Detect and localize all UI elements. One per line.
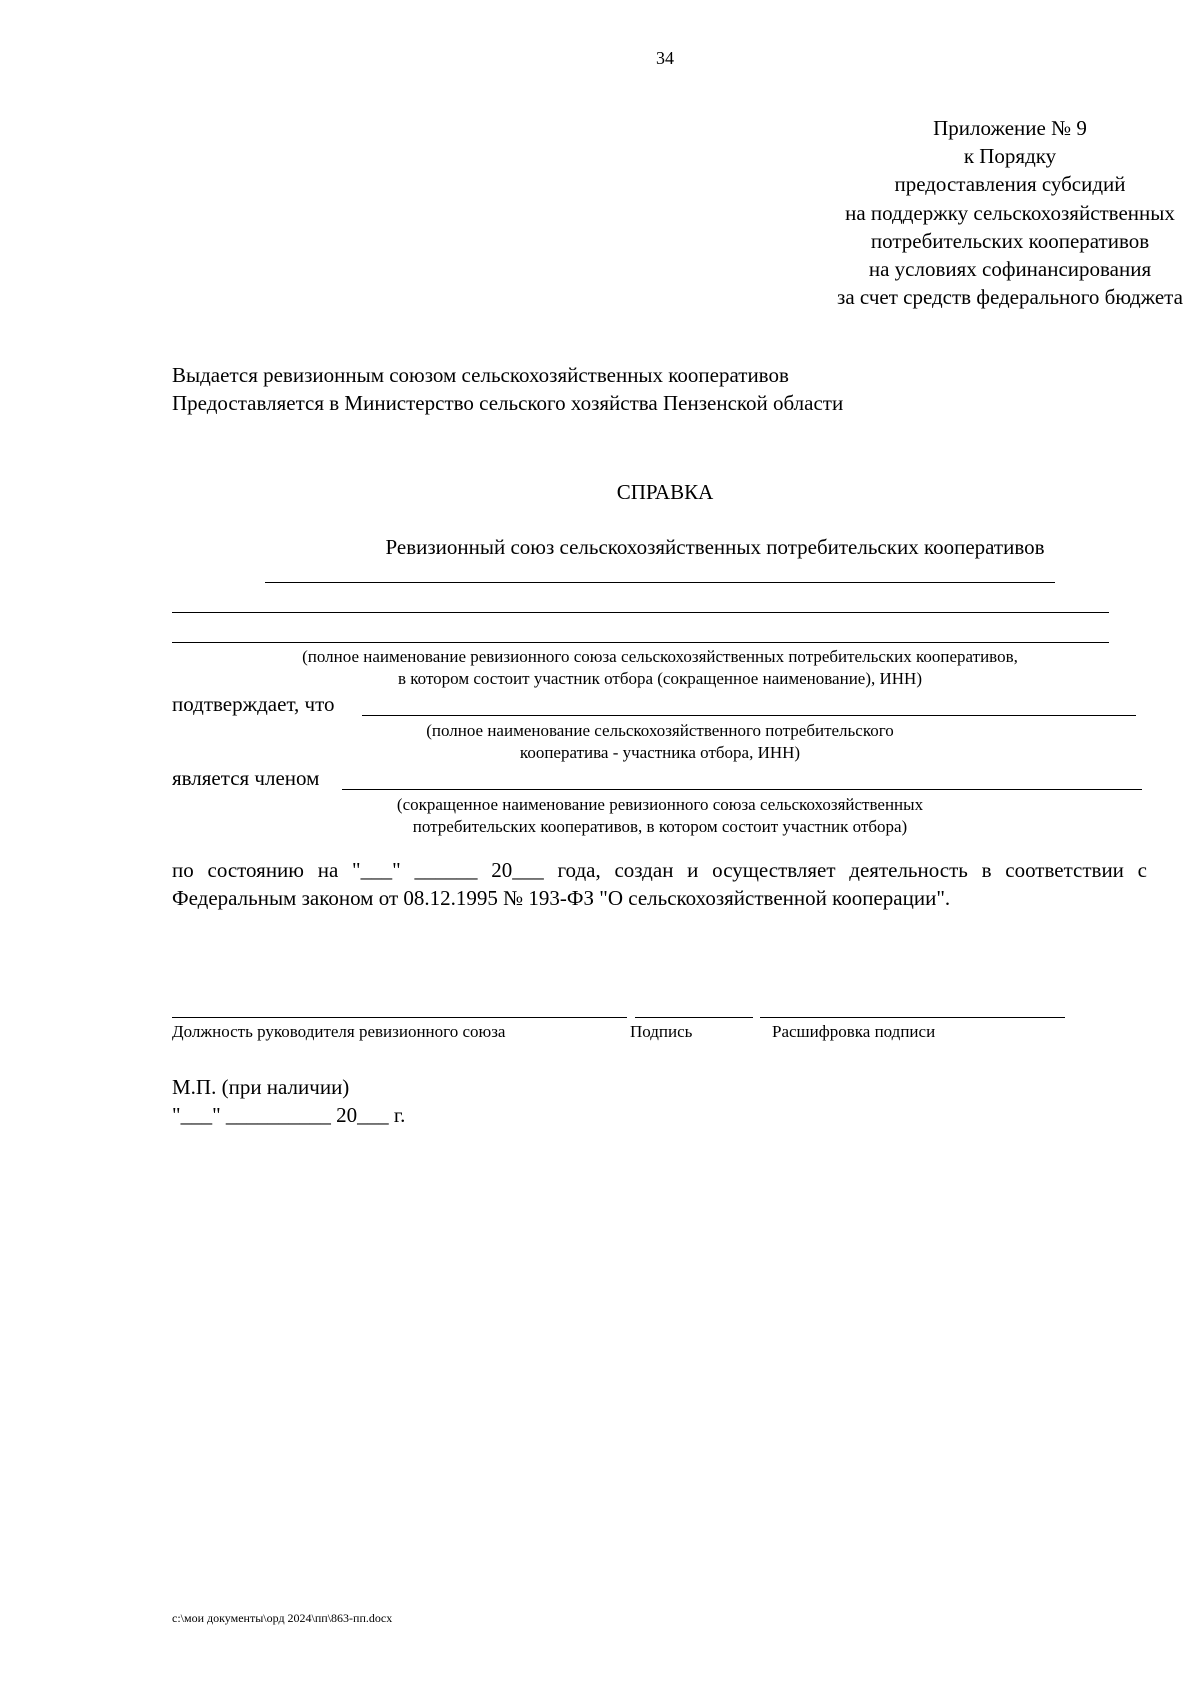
appendix-line: на условиях софинансирования — [868, 257, 1152, 282]
statement-paragraph: по состоянию на "___" ______ 20___ года, создан и осуществляет деятельность в соответствии с Федеральным законом от 08.12.1995 № 193-ФЗ "О сельскохозяйственной кооперации". — [172, 858, 1147, 910]
union-name-caption: (полное наименование ревизионного союза сельскохозяйственных потребительских кооперативов, — [302, 647, 1018, 666]
signature-caption: Подпись — [630, 1022, 693, 1041]
date-line: "___" __________ 20___ г. — [172, 1103, 406, 1127]
member-label: является членом — [172, 766, 320, 790]
appendix-line: за счет средств федерального бюджета — [837, 285, 1183, 310]
position-caption: Должность руководителя ревизионного союза — [172, 1022, 506, 1041]
union-name-blank-line[interactable] — [172, 612, 1109, 613]
union-name-blank-line[interactable] — [265, 582, 1055, 583]
union-name-caption: в котором состоит участник отбора (сокращенное наименование), ИНН) — [398, 669, 922, 688]
member-of-caption: потребительских кооперативов, в котором состоит участник отбора) — [412, 817, 908, 836]
decoding-blank-line[interactable] — [760, 1017, 1065, 1018]
coop-name-blank-line[interactable] — [362, 715, 1136, 716]
member-of-blank-line[interactable] — [342, 789, 1142, 790]
confirms-label: подтверждает, что — [172, 692, 335, 716]
appendix-line: Приложение № 9 — [933, 116, 1087, 140]
appendix-line: потребительских кооперативов — [870, 228, 1150, 253]
appendix-line: предоставления субсидий — [894, 172, 1126, 197]
union-title: Ревизионный союз сельскохозяйственных потребительских кооперативов — [385, 535, 1045, 559]
appendix-header — [730, 114, 1200, 311]
appendix-line: на поддержку сельскохозяйственных — [845, 200, 1175, 225]
footer-file-path: c:\мои документы\орд 2024\пп\863-пп.docx — [172, 1611, 393, 1625]
page-number: 34 — [656, 48, 674, 68]
signature-blank-line[interactable] — [635, 1017, 753, 1018]
coop-name-caption: (полное наименование сельскохозяйственного потребительского — [426, 721, 894, 740]
appendix-line: к Порядку — [963, 144, 1057, 169]
decoding-caption: Расшифровка подписи — [772, 1022, 936, 1041]
issued-by-text: Выдается ревизионным союзом сельскохозяйственных кооперативов — [172, 363, 789, 387]
submitted-to-text: Предоставляется в Министерство сельского хозяйства Пензенской области — [172, 391, 844, 415]
document-title: СПРАВКА — [616, 480, 714, 504]
union-name-blank-line[interactable] — [172, 642, 1109, 643]
member-of-caption: (сокращенное наименование ревизионного союза сельскохозяйственных — [396, 795, 924, 814]
position-blank-line[interactable] — [172, 1017, 627, 1018]
coop-name-caption: кооператива - участника отбора, ИНН) — [519, 743, 801, 762]
seal-text: М.П. (при наличии) — [172, 1075, 350, 1099]
